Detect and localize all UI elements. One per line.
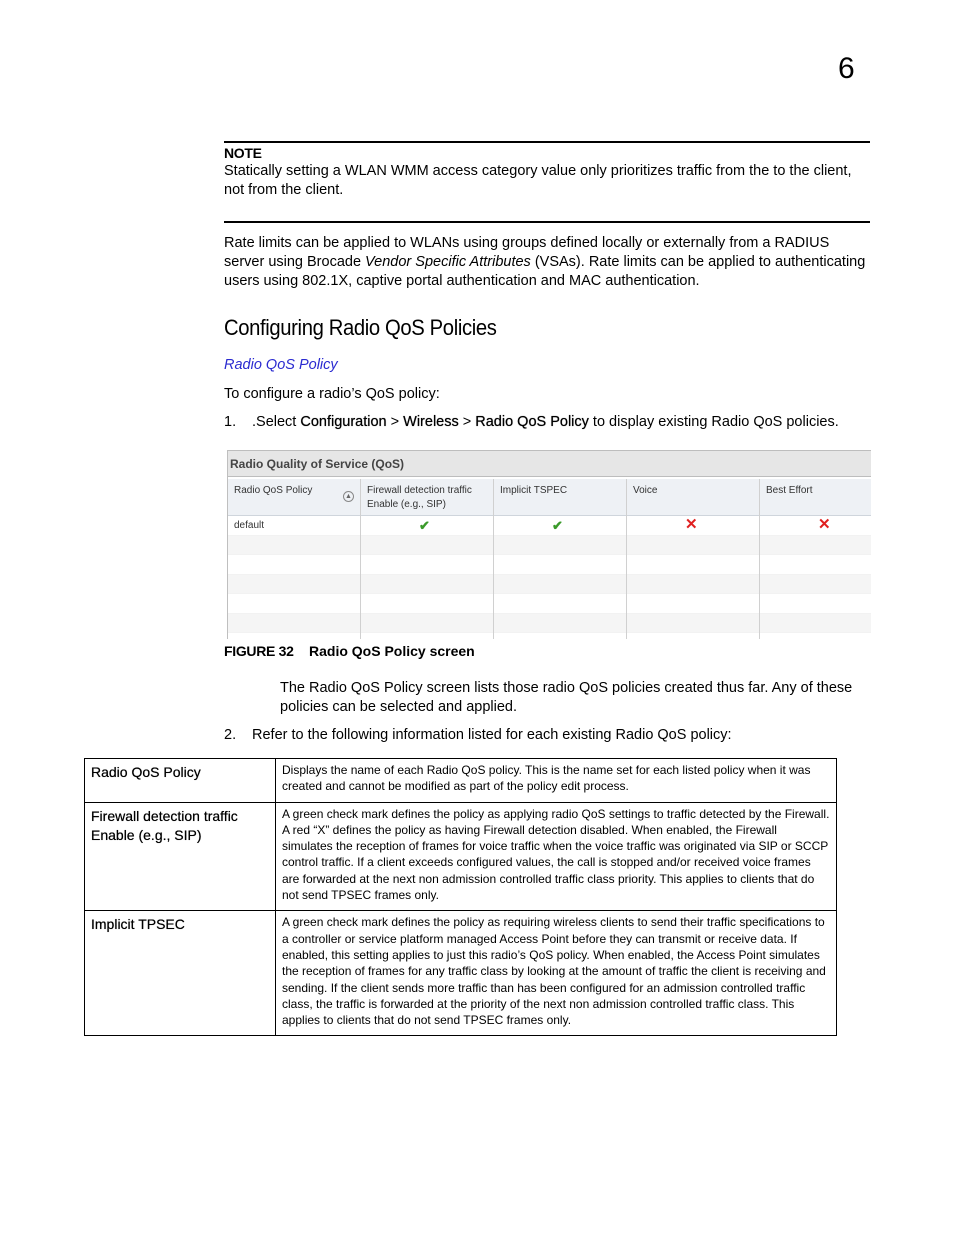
table-row[interactable]: default [228,516,360,536]
column-voice [627,479,760,639]
section-lead: To configure a radio’s QoS policy: [224,386,440,402]
vsa-term: Vendor Specific Attributes [365,254,531,270]
radio-qos-screenshot [227,450,871,639]
column-radio-qos-policy [228,479,361,639]
header-firewall[interactable]: Firewall detection traffic Enable (e.g., SIP) [361,479,493,516]
term-cell: Radio QoS Policy [85,759,276,803]
menu-configuration: Configuration [300,414,387,430]
header-best-effort[interactable]: Best Effort [760,479,871,516]
note-top-rule [224,141,870,143]
step-1: 1. .Select Configuration > Wireless > Radio QoS Policy to display existing Radio QoS policies. [224,414,839,430]
figure-label: FIGURE 32 [224,643,294,659]
section-title: Configuring Radio QoS Policies [224,315,497,340]
cross-icon: ✕ [818,516,831,533]
description-cell: A green check mark defines the policy as applying radio QoS settings to traffic detected by the Firewall. A red “X” defines the policy as having Firewall detection disabled. When enabled, the Firewall simulates the reception of frames for voice traffic when the voice traffic was originated via SIP or SCCP control traffic. If a client exceeds configured values, the call is stopped and/or received voice frames are forwarded at the next non admission controlled traffic class priority. This applies to clients that do not send TPSEC frames only. [276,802,837,911]
column-firewall [361,479,494,639]
menu-radio-qos-policy: Radio QoS Policy [475,414,589,430]
check-icon: ✔ [552,518,563,533]
header-voice[interactable]: Voice [627,479,759,516]
term-cell: Firewall detection traffic Enable (e.g., SIP) [85,802,276,911]
sort-icon[interactable]: ▲ [343,491,354,502]
after-figure-text: The Radio QoS Policy screen lists those radio QoS policies created thus far. Any of these policies can be selected and applied. [280,680,853,715]
figure-caption: Radio QoS Policy screen [309,643,475,659]
step-2: 2. Refer to the following information listed for each existing Radio QoS policy: [224,727,732,743]
definition-table [84,758,837,1036]
step-number: 2. [224,727,237,743]
note-text: Statically setting a WLAN WMM access category value only prioritizes traffic from the to the client, not from the client. [224,163,852,198]
column-best-effort [760,479,871,639]
check-icon: ✔ [419,518,430,533]
column-implicit-tspec [494,479,627,639]
chapter-number: 6 [838,52,855,85]
header-radio-qos-policy[interactable]: Radio QoS Policy ▲ [228,479,360,516]
description-cell: Displays the name of each Radio QoS policy. This is the name set for each listed policy when it was created and cannot be modified as part of the policy edit process. [276,759,837,803]
step-number: 1. [224,414,237,430]
radio-qos-policy-link[interactable]: Radio QoS Policy [224,357,338,373]
note-label: NOTE [224,145,262,161]
intro-paragraph: Rate limits can be applied to WLANs using groups defined locally or externally from a RADIUS server using Brocade Vendor Specific Attributes (VSAs). Rate limits can be applied to authenticating users using 802.1X, captive portal authentication and MAC authentication. [224,235,866,289]
table-row [85,911,837,1036]
table-row [85,759,837,803]
table-row [85,802,837,911]
description-cell: A green check mark defines the policy as requiring wireless clients to send their traffic specifications to a controller or service platform managed Access Point before they can transmit or receive data. If enabled, this setting applies to just this radio’s QoS policy. When enabled, the Access Point simulates the reception of frames for any traffic class by looking at the amount of traffic the client is receiving and sending. If the client sends more traffic than has been configured for an admission controlled traffic class, the traffic is forwarded at the priority of the next non admission controlled traffic class. This applies to clients that do not send TPSEC frames only. [276,911,837,1036]
menu-wireless: Wireless [403,414,459,430]
panel-title: Radio Quality of Service (QoS) [228,450,871,477]
note-bottom-rule [224,221,870,223]
header-implicit-tspec[interactable]: Implicit TSPEC [494,479,626,516]
cross-icon: ✕ [685,516,698,533]
term-cell: Implicit TPSEC [85,911,276,1036]
